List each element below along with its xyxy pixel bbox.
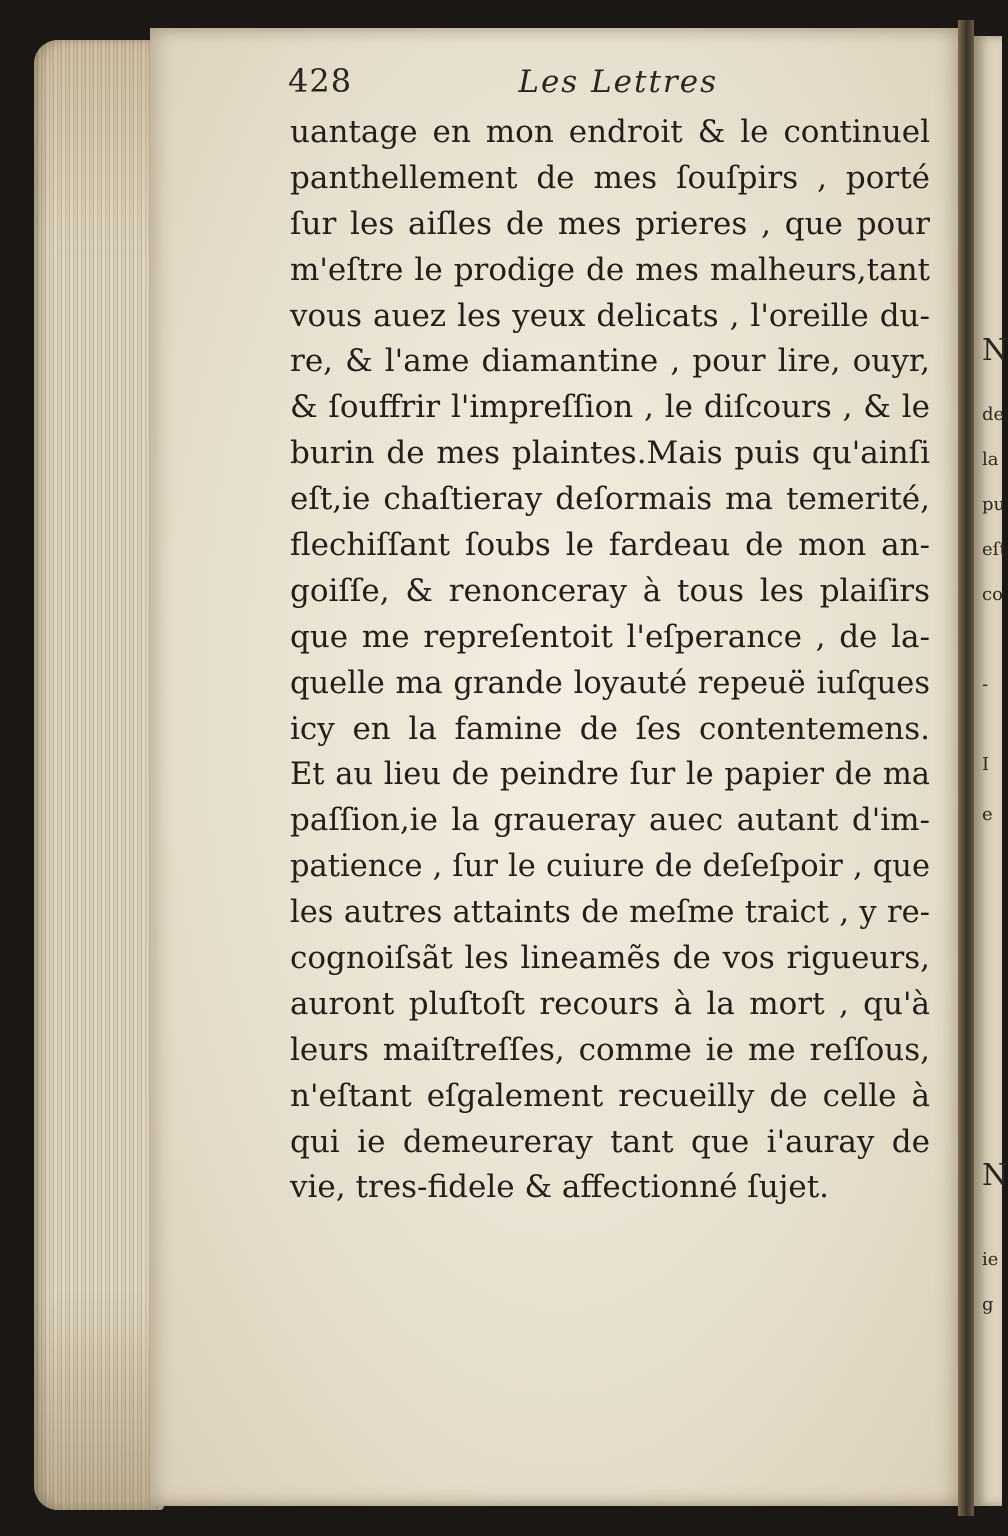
text-line: vie, tres-fidele & affectionné ſujet. — [290, 1169, 830, 1206]
text-line: leurs maiſtreſſes, comme ie me reſſous, — [290, 1031, 930, 1068]
text-line: cognoiſsãt les lineamẽs de vos rigueurs, — [290, 940, 930, 977]
text-line: Et au lieu de peindre ſur le papier de ma — [290, 757, 930, 793]
facing-glyph: la — [982, 449, 999, 470]
facing-glyph: eſt — [982, 539, 1007, 560]
text-line: les autres attaints de meſme traict , y re- — [290, 895, 930, 931]
running-title: Les Lettres — [518, 64, 718, 100]
text-line: icy en la famine de ſes contentemens. — [290, 710, 930, 747]
text-line: quelle ma grande loyauté repeuë iuſques — [290, 665, 930, 701]
book-gutter — [958, 20, 974, 1516]
text-line: que me repreſentoit l'eſperance , de la- — [290, 618, 930, 655]
page-edges — [34, 40, 164, 1510]
text-line: patience , ſur le cuiure de deſeſpoir , que — [290, 849, 930, 885]
text-line: & ſouffrir l'impreſſion , le diſcours , & le — [290, 389, 930, 426]
facing-glyph: de — [982, 404, 1005, 425]
text-line: vous auez les yeux delicats , l'oreille du- — [290, 297, 930, 334]
text-line: n'eſtant eſgalement recueilly de celle à — [290, 1077, 930, 1114]
text-line: paſſion,ie la graueray auec autant d'im- — [290, 802, 930, 839]
text-line: burin de mes plaintes.Mais puis qu'ainſi — [290, 435, 930, 472]
facing-glyph: I — [982, 754, 990, 775]
text-line: panthellement de mes ſouſpirs , porté — [290, 159, 930, 196]
text-line: m'eſtre le prodige de mes malheurs,tant — [290, 251, 930, 288]
facing-glyph: N — [982, 1158, 1008, 1193]
facing-glyph: ie — [982, 1249, 999, 1270]
facing-glyph: N — [982, 333, 1008, 368]
text-line: uantage en mon endroit & le continuel — [290, 114, 930, 150]
text-line: flechiſſant ſoubs le fardeau de mon an- — [290, 527, 930, 564]
text-line: eſt,ie chaſtieray deſormais ma temerité, — [290, 481, 930, 518]
page-number: 428 — [288, 62, 353, 100]
text-line: qui ie demeureray tant que i'auray de — [290, 1123, 930, 1160]
facing-glyph: - — [982, 674, 989, 695]
facing-glyph: g — [982, 1294, 994, 1315]
letter-body-text — [290, 110, 930, 1211]
facing-page-sliver — [974, 36, 1008, 1506]
text-line: goiſſe, & renonceray à tous les plaiſirs — [290, 572, 930, 609]
running-head — [288, 62, 718, 112]
text-line: ſur les aiſles de mes prieres , que pour — [290, 205, 930, 242]
text-line: auront pluſtoſt recours à la mort , qu'à — [290, 985, 930, 1022]
facing-glyph: pu — [982, 494, 1006, 515]
facing-glyph: e — [982, 804, 993, 825]
facing-glyph: co — [982, 584, 1003, 605]
text-line: re, & l'ame diamantine , pour lire, ouyr, — [290, 343, 930, 380]
